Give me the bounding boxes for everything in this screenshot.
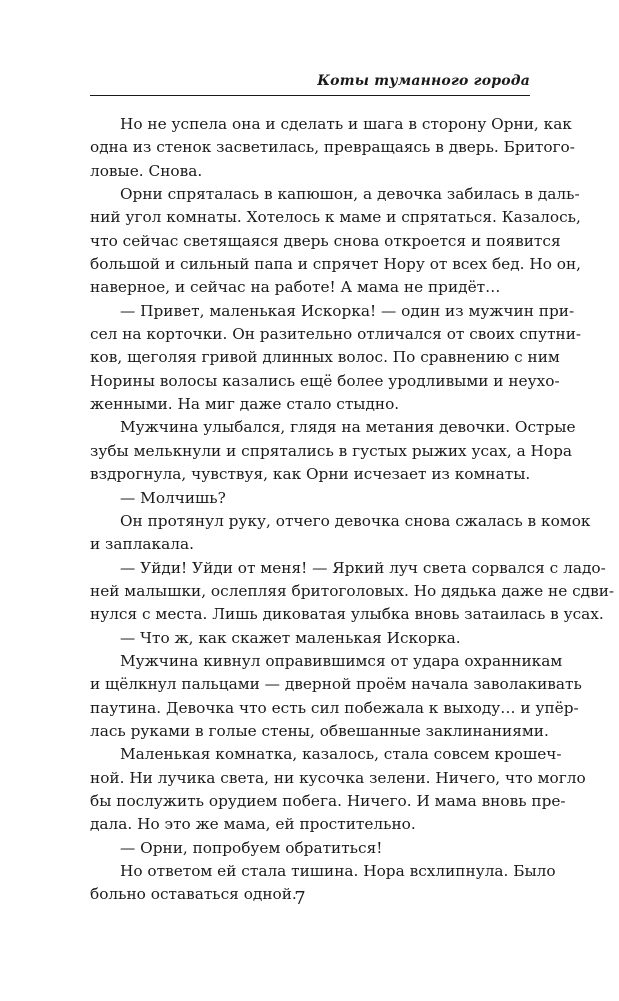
text-line: Орни спряталась в капюшон, а девочка забилась в даль- xyxy=(120,185,580,204)
text-line: дала. Но это же мама, ей простительно. xyxy=(90,815,416,834)
text-line: Но ответом ей стала тишина. Нора всхлипнула. Было xyxy=(120,862,556,880)
text-line: вздрогнула, чувствуя, как Орни исчезает из комнаты. xyxy=(90,465,531,484)
header-rule xyxy=(90,95,530,96)
text-line: — Молчишь? xyxy=(120,488,226,507)
text-line: — Уйди! Уйди от меня! — Яркий луч света сорвался с ладо- xyxy=(120,558,606,577)
body-text xyxy=(90,113,615,907)
text-line: наверное, и сейчас на работе! А мама не придёт… xyxy=(90,278,501,297)
text-line: — Что ж, как скажет маленькая Искорка. xyxy=(120,628,461,647)
text-line: Он протянул руку, отчего девочка снова сжалась в комок xyxy=(120,511,591,530)
text-line: зубы мелькнули и спрятались в густых рыжих усах, а Нора xyxy=(90,441,573,460)
text-line: большой и сильный папа и спрячет Нору от всех бед. Но он, xyxy=(90,255,582,274)
text-line: паутина. Девочка что есть сил побежала к выходу… и упёр- xyxy=(90,698,579,717)
text-line: ков, щеголяя гривой длинных волос. По сравнению с ним xyxy=(90,348,560,367)
text-line: лась руками в голые стены, обвешанные заклинаниями. xyxy=(90,721,549,740)
running-title: Коты туманного города xyxy=(317,73,530,89)
text-line: Маленькая комнатка, казалось, стала совсем крошеч- xyxy=(120,745,562,764)
text-line: ний угол комнаты. Хотелось к маме и спрятаться. Казалось, xyxy=(90,208,581,227)
text-line: Мужчина кивнул оправившимся от удара охранникам xyxy=(120,651,563,670)
text-line: больно оставаться одной. xyxy=(90,885,297,904)
text-line: что сейчас светящаяся дверь снова откроется и появится xyxy=(90,231,561,250)
text-line: и щёлкнул пальцами — дверной проём начала заволакивать xyxy=(90,675,582,694)
page-number: 7 xyxy=(294,888,306,909)
text-line: Но не успела она и сделать и шага в сторону Орни, как xyxy=(120,115,572,133)
text-line: ловые. Снова. xyxy=(90,161,203,180)
text-line: нулся с места. Лишь диковатая улыбка вновь затаилась в усах. xyxy=(90,605,604,624)
text-line: ней малышки, ослепляя бритоголовых. Но дядька даже не сдви- xyxy=(90,581,615,600)
text-line: Норины волосы казались ещё более уродливыми и неухо- xyxy=(90,371,560,390)
text-line: бы послужить орудием побега. Ничего. И мама вновь пре- xyxy=(90,791,566,810)
text-line: и заплакала. xyxy=(90,535,194,554)
text-line: сел на корточки. Он разительно отличался от своих спутни- xyxy=(90,325,582,344)
text-line: Мужчина улыбался, глядя на метания девочки. Острые xyxy=(120,418,576,437)
text-line: женными. На миг даже стало стыдно. xyxy=(90,395,400,414)
text-line: ной. Ни лучика света, ни кусочка зелени. Ничего, что могло xyxy=(90,768,586,787)
text-line: — Привет, маленькая Искорка! — один из мужчин при- xyxy=(120,301,575,320)
text-line: одна из стенок засветилась, превращаясь в дверь. Бритого- xyxy=(90,138,575,157)
text-line: — Орни, попробуем обратиться! xyxy=(120,838,383,857)
